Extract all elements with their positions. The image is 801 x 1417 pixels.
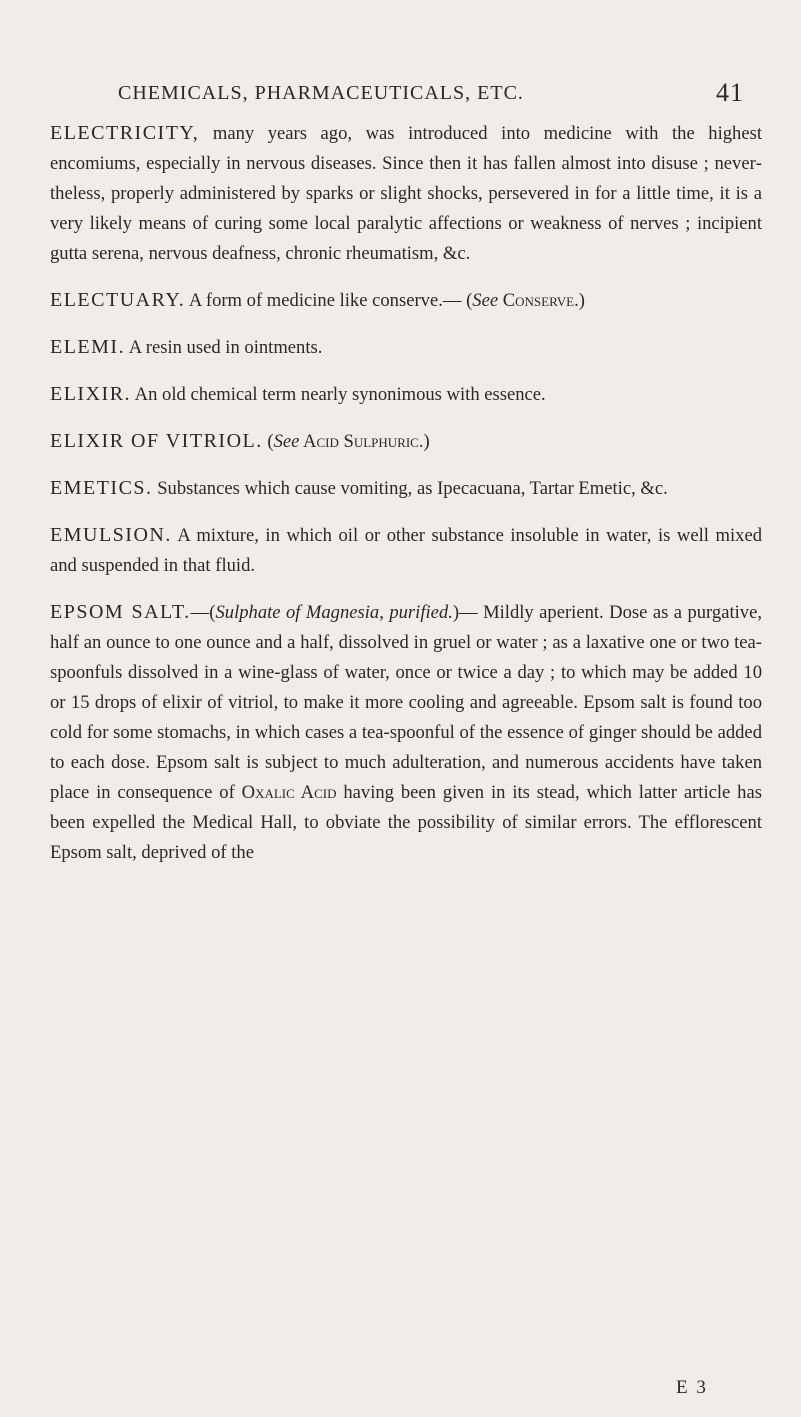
entry-text: An old chemical term nearly synonimous with essence. xyxy=(131,384,546,405)
entry-electuary xyxy=(50,285,762,316)
page-body xyxy=(50,118,762,884)
open-paren: ( xyxy=(262,431,274,452)
see-reference: See xyxy=(472,290,499,311)
see-reference: See xyxy=(273,431,300,452)
headword: ELIXIR OF VITRIOL. xyxy=(50,430,263,452)
page-number: 41 xyxy=(716,78,744,107)
entry-epsom-salt xyxy=(50,597,762,868)
entry-emulsion xyxy=(50,520,762,581)
headword: ELIXIR. xyxy=(50,383,132,405)
signature-mark: E 3 xyxy=(676,1377,708,1398)
running-header xyxy=(118,78,744,107)
close-paren: ) xyxy=(578,290,585,311)
entry-text: Mildly aperient. Dose as a purgative, half an ounce to one ounce and a half, dissolved in gruel or water ; as a laxative one or two tea-spoonfuls dissolved in a wine-glass of water, once or twice a day ; to which may be added 10 or 15 drops of elixir of vitriol, to make it more cooling and agreeable. Epsom salt is found too cold for some stomachs, in which cases a tea-spoonful of the essence of ginger should be added to each dose. Epsom salt is subject to much adulteration, and numerous accidents have taken place in consequence of xyxy=(50,602,762,803)
headword: ELECTRICITY, xyxy=(50,122,200,144)
headword: EPSOM SALT. xyxy=(50,601,191,623)
headword: EMULSION. xyxy=(50,524,172,546)
entry-elixir-of-vitriol xyxy=(50,426,762,457)
entry-text: Substances which cause vomiting, as Ipecacuana, Tartar Emetic, &c. xyxy=(152,478,668,499)
synonym: Sulphate of Magnesia, purified. xyxy=(215,602,453,623)
cross-reference: Acid Sulphuric. xyxy=(299,431,424,452)
entry-elixir xyxy=(50,379,762,410)
entry-text: many years ago, was introduced into medicine with the highest encomiums, especially in nervous diseases. Since then it has fallen almost into disuse ; nevertheless, properly administered by sparks or slight shocks, persevered in for a little time, it is a very likely means of curing some local paralytic affections or weakness of nerves ; incipient gutta serena, nervous deafness, chronic rheumatism, &c. xyxy=(50,123,762,264)
running-title: CHEMICALS, PHARMACEUTICALS, ETC. xyxy=(118,82,524,104)
dash-open: —( xyxy=(190,602,216,623)
close-paren: ) xyxy=(423,431,430,452)
headword: ELEMI. xyxy=(50,336,126,358)
entry-text: A resin used in ointments. xyxy=(125,337,323,358)
entry-text: A form of medicine like conserve.— ( xyxy=(185,290,473,311)
dash-close: )— xyxy=(452,602,478,623)
entry-elemi xyxy=(50,332,762,363)
entry-text: A mixture, in which oil or other substance insoluble in water, is well mixed and suspended in that fluid. xyxy=(50,525,762,576)
cross-reference: Conserve. xyxy=(498,290,579,311)
entry-emetics xyxy=(50,473,762,504)
entry-electricity xyxy=(50,118,762,269)
entry-text-continued: having been given in its stead, which latter article has been expelled the Medical Hall, to obviate the possibility of similar errors. The efflorescent Epsom salt, deprived of the xyxy=(50,782,762,863)
headword: EMETICS. xyxy=(50,477,153,499)
cross-reference: Oxalic Acid xyxy=(241,782,337,803)
headword: ELECTUARY. xyxy=(50,289,186,311)
